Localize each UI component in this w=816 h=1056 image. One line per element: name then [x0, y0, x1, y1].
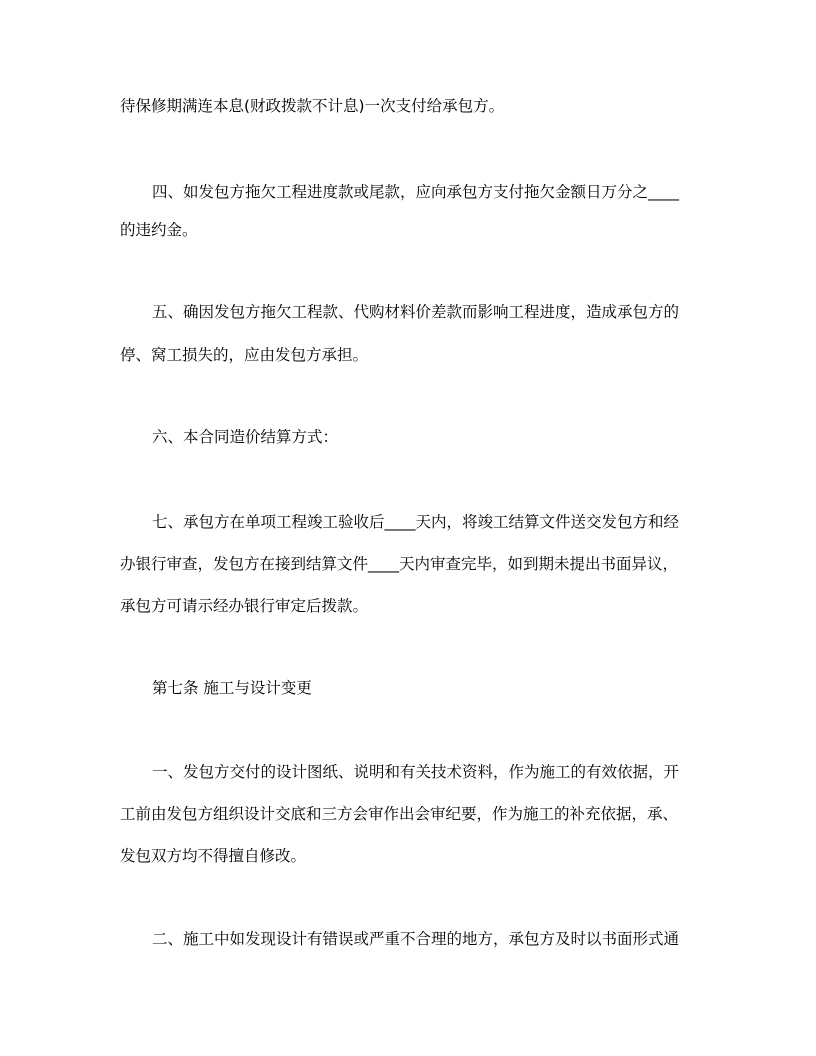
- text-line: 五、确因发包方拖欠工程款、代购材料价差款而影响工程进度，造成承包方的: [152, 303, 680, 321]
- text-line: 二、施工中如发现设计有错误或严重不合理的地方，承包方及时以书面形式通: [152, 930, 680, 948]
- text-line: 停、窝工损失的，应由发包方承担。: [120, 346, 369, 364]
- text-line: 一、发包方交付的设计图纸、说明和有关技术资料，作为施工的有效依据，开: [152, 763, 680, 781]
- text-line: 承包方可请示经办银行审定后拨款。: [120, 597, 369, 615]
- text-line: 的违约金。: [120, 221, 198, 239]
- text-line: 发包双方均不得擅自修改。: [120, 847, 307, 865]
- text-line: 工前由发包方组织设计交底和三方会审作出会审纪要，作为施工的补充依据，承、: [120, 805, 679, 823]
- text-line: 办银行审查，发包方在接到结算文件____天内审查完毕，如到期未提出书面异议，: [120, 555, 679, 573]
- section-heading: 第七条 施工与设计变更: [152, 679, 312, 697]
- text-line: 六、本合同造价结算方式：: [152, 428, 339, 446]
- text-line: 待保修期满连本息(财政拨款不计息)一次支付给承包方。: [120, 97, 505, 115]
- text-line: 七、承包方在单项工程竣工验收后____天内，将竣工结算文件送交发包方和经: [152, 513, 680, 531]
- text-line: 四、如发包方拖欠工程进度款或尾款，应向承包方支付拖欠金额日万分之____: [152, 183, 680, 201]
